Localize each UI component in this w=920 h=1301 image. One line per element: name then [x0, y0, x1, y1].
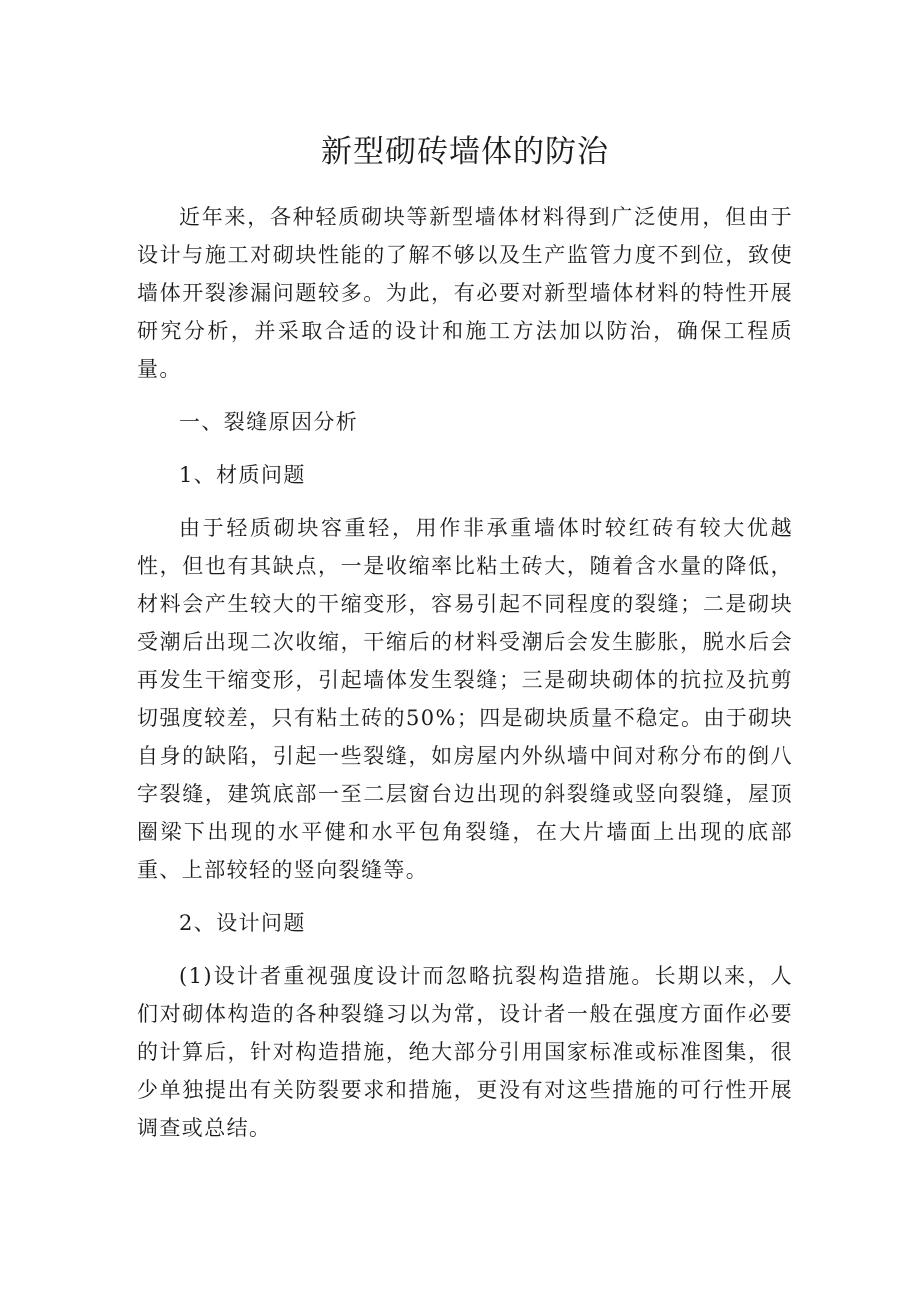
intro-paragraph: 近年来，各种轻质砌块等新型墙体材料得到广泛使用，但由于设计与施工对砌块性能的了解不够以及生产监管力度不到位，致使墙体开裂渗漏问题较多。为此，有必要对新型墙体材料的特性开展研究分析，并采取合适的设计和施工方法加以防治，确保工程质量。	[137, 205, 793, 381]
material-paragraph: 由于轻质砌块容重轻，用作非承重墙体时较红砖有较大优越性，但也有其缺点，一是收缩率比粘土砖大，随着含水量的降低，材料会产生较大的干缩变形，容易引起不同程度的裂缝；二是砌块受潮后出现二次收缩，干缩后的材料受潮后会发生膨胀，脱水后会再发生干缩变形，引起墙体发生裂缝；三是砌块砌体的抗拉及抗剪切强度较差，只有粘土砖的50%；四是砌块质量不稳定。由于砌块自身的缺陷，引起一些裂缝，如房屋内外纵墙中间对称分布的倒八字裂缝，建筑底部一至二层窗台边出现的斜裂缝或竖向裂缝，屋顶圈梁下出现的水平健和水平包角裂缝，在大片墙面上出现的底部重、上部较轻的竖向裂缝等。	[137, 516, 793, 882]
document-page	[137, 128, 793, 1147]
document-title: 新型砌砖墙体的防治	[321, 134, 609, 170]
spacer	[137, 889, 793, 904]
subsection-heading-material: 1、材质问题	[179, 463, 306, 487]
spacer	[137, 942, 793, 957]
subsection-heading-design: 2、设计问题	[179, 911, 306, 935]
spacer	[137, 494, 793, 509]
section-heading-cause-analysis: 一、裂缝原因分析	[179, 410, 359, 434]
spacer	[137, 388, 793, 403]
spacer	[137, 441, 793, 456]
design-paragraph: (1)设计者重视强度设计而忽略抗裂构造措施。长期以来，人们对砌体构造的各种裂缝习以为常，设计者一般在强度方面作必要的计算后，针对构造措施，绝大部分引用国家标准或标准图集，很少单独提出有关防裂要求和措施，更没有对这些措施的可行性开展调查或总结。	[137, 964, 793, 1140]
